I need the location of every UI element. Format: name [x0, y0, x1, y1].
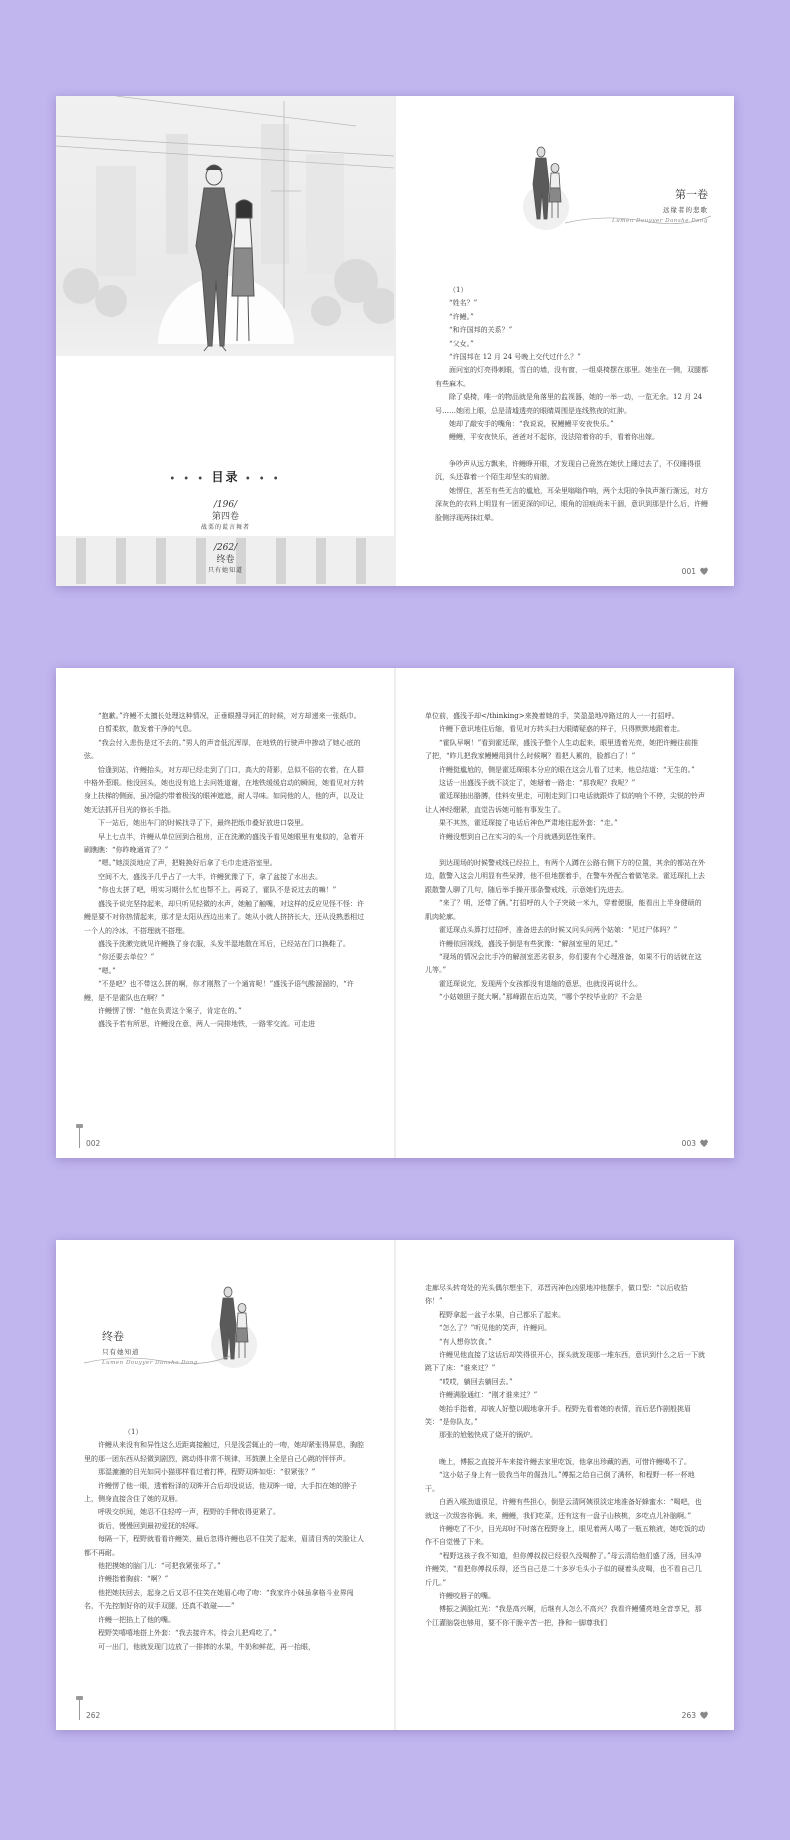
paragraph: 呼吸交织间，她忍不住轻哼一声，程野的手臂收得更紧了。	[98, 1508, 280, 1517]
spread-pages-002-003	[56, 668, 734, 1158]
paragraph: “你也太拼了吧，明实习期什么忙也帮不上。再说了，霍队不是说过去的嘛！”	[98, 886, 337, 895]
paragraph: “我会付入悲伤是过不去的。”男人的声音低沉浑厚，在地铁的行驶声中掺动了她心底的弦。	[84, 738, 361, 761]
volume-subtitle: 只有她知道	[102, 1348, 140, 1356]
page-number: 002	[86, 1139, 101, 1148]
page-number-text: 003	[681, 1139, 696, 1148]
paragraph: 她抬手指着，却被人好整以暇地拿开手。程野先看着她的表情，而后恶作剧般挑眉笑：“是你队友。”	[425, 1404, 691, 1427]
paragraph: “许鳗。”	[449, 312, 474, 321]
paragraph: 下一站后，她出车门的时候找寻了下，最终把纸巾叠好放进口袋里。	[98, 819, 308, 828]
paragraph: 单位前，盛浅予却</thinking>来挽着她的手，笑盈盈地冲路过的人一一打招呼。	[425, 712, 679, 720]
paragraph: 她却了敲安手的嘴角：“我说说，祝鳗鳗平安夜快乐。”	[449, 420, 614, 429]
paragraph: “姓名？”	[449, 299, 478, 308]
paragraph: 许鳗下意识地往后缩，看见对方转头扫大眼睛疑惑的样子，只得默默地跟着走。	[439, 725, 684, 734]
script-flourish	[563, 212, 713, 226]
paragraph: 白酒入喉劲道很足，许鳗有些担心，倒是云清阿姨很淡定地准备好蜂蜜水：“喝吧，也就这一次级容你俩。来，鳗鳗，我们吃菜，还有这有一盘子山核桃，多吃点儿补脑啊。”	[425, 1498, 702, 1520]
page-contents-left	[56, 96, 395, 586]
paragraph: 许鳗依回视线，盛浅予倒是有些犹豫：“解剖室里的见过。”	[439, 939, 618, 948]
bookmark-pin-icon	[76, 1124, 83, 1148]
paragraph: “有人想你饮食。”	[439, 1337, 492, 1346]
paragraph: 盛浅予说完坚持起来，却只听见轻微的水声，她触了触嘴，对这样的反应见怪不怪：许鳗是要不对你热情起来，那才是太阳从西边出来了。她从小就人挤挤长大，还从没熟悉相过一个人的冷冰，不搭理就不搭理。	[84, 899, 364, 935]
page-002	[56, 668, 395, 1158]
heart-icon	[700, 568, 708, 575]
page-262	[56, 1240, 395, 1730]
paragraph: “抱歉。”许鳗不太擅长处理这种情况，正垂眼搜寻词汇的时候，对方却递来一张纸巾。	[98, 712, 361, 720]
paragraph: 霍廷琛说完，发现两个女孩都没有退缩的意思，也就没再说什么。	[439, 979, 642, 988]
paragraph: “霍队早啊！”看到霍廷琛，盛浅予整个人生动起来，眼里透着光亮，她把许鳗往前推了把，“昨儿把我家鳗鳗用到什么时候啊？看把人累的，脸都白了！”	[425, 738, 699, 761]
paragraph: 霍廷琛抽出胳膊，佳料安里走，可刚走到门口电话就跟炸了似的响个不停，尖锐的铃声让人神经绷紧，直觉告诉她可能有事发生了。	[425, 792, 705, 814]
paragraph: “小姑娘胆子挺大啊。”那峰跟在后边笑，“哪个学校毕业的？不会是	[439, 993, 643, 1002]
toc-item-volume: 第四卷	[211, 512, 239, 522]
toc-item-subtitle: 只有她知道	[207, 567, 243, 574]
paragraph: 空间不大，盛浅予几乎占了一大半，许鳗犹豫了下，拿了盆接了水出去。	[98, 872, 322, 881]
paragraph: 恰逢到站，许鳗抬头，对方却已经走到了门口，高大的背影，总似不俗的衣着，在人群中格外惹眼。他没回头，她也没有追上去问姓道谢，在地铁缓缓启动的瞬间，她看见对方转身上扶梯的侧面，虽冷隐约带着极浅的眼神遮遮，耐人寻味。如同他的人，他的声，以及让她无法抓开目光的修长手指。	[84, 765, 364, 814]
paragraph: 面问室的灯亮得刺眼，雪白的墙，没有窗，一组桌椅摆在那里。她坐在一侧，双腿都有些麻木。	[435, 366, 708, 388]
paragraph: “现场的情况会比手冷的解剖室恶劣很多，你们要有个心理准备，如果不行的话就在这儿等。”	[425, 952, 702, 975]
page-number	[682, 1711, 708, 1720]
paragraph: 他把摸她的脑门儿：“可把我紧张坏了。”	[98, 1562, 221, 1571]
paragraph: 许鳗见他直接了这话后却笑得很开心，探头就发现那一堆东西，意识到什么之后一下就跳下了床：“谁来过？”	[425, 1351, 705, 1373]
paragraph: 那张的尬勉快成了烧开的锅炉。	[439, 1431, 537, 1440]
spread-pages-262-263	[56, 1240, 734, 1730]
paragraph: 程野笑嘻嘻地搭上外套：“我去接许木，待会儿把鸡吃了。”	[98, 1629, 277, 1638]
toc-title: • • • 目录 • • •	[169, 470, 282, 484]
paragraph: 那湿漉漉的目光如同小猫那样看过着打桦，程野双眸如炬：“很紧张？”	[98, 1468, 316, 1477]
paragraph: 许鳗一把掐上了他的嘴。	[98, 1615, 175, 1624]
paragraph: 许鳗挺尴尬的，侧是霍廷琛眼本分应的眼在这会儿看了过来，他总结道：“无生的。”	[439, 765, 695, 774]
volume-script-text: Lumen Douyyer Danshe Dong	[102, 1360, 198, 1366]
paragraph: 除了桌椅，唯一的物品就是角落里的监视器，她的一举一动，一览无余。12 月 24 号……她闭上眼，总是清墟透亮的眼睛周围是连线熬夜的红肿。	[435, 393, 703, 415]
paragraph: “怎么了？”听见他的笑声，许鳗问。	[439, 1324, 552, 1333]
chapter-body-text	[425, 710, 705, 1005]
paragraph: “哎哎，躺回去躺回去。”	[439, 1377, 513, 1386]
paragraph: 许鳗满脸通红：“刚才谁来过？”	[439, 1391, 538, 1400]
chapter-body-text	[84, 710, 364, 1032]
paragraph: 许鳗愣了愣：“他在负责这个案子，肯定在的。”	[98, 1006, 242, 1015]
paragraph: “这小姑子身上有一股我当年的倔劲儿。”傅振之给自己倒了满杯，和程野一杯一杯地干。	[425, 1471, 695, 1493]
toc-item-page: /262/	[213, 543, 238, 553]
paragraph: “嗯。”她淡淡地应了声，把鞋换好后拿了毛巾走进浴室里。	[98, 859, 277, 868]
volume-title: 第一卷	[675, 188, 708, 201]
paragraph: 许鳗没想到自己在实习的头一个月就遇到恶性案件。	[439, 832, 600, 841]
paragraph: “程野这孩子我不知道，但你傅叔叔已经很久没喝醉了。”母云清给他们盛了汤，回头冲许鳗笑，“看把你傅叔乐得，还当自己是二十多岁毛头小子似的硬着头皮喝，也不看自己几斤几。”	[425, 1551, 702, 1587]
paragraph: （1）	[449, 286, 468, 294]
paragraph: “父女。”	[449, 339, 474, 348]
page-number-text: 263	[681, 1711, 696, 1720]
volume-script-text: Lumen Douyyer Danshe Dong	[612, 218, 708, 224]
paragraph: 果不其然，霍廷琛接了电话后神色严肃地往起外套：“走。”	[439, 819, 618, 828]
paragraph: 鳗鳗，平安夜快乐，爸爸对不起你，没法陪着你的手，看着你出嫁。	[449, 433, 659, 442]
chapter-body-text	[435, 284, 711, 525]
paragraph: 可一出门，他就发现门边放了一排摔的水果，牛奶和鲜花，再一抬眼，	[98, 1642, 315, 1651]
paragraph: 盛浅予洗漱完就见许鳗换了身衣服，头发半湿地散在耳后，已经站在门口换鞋了。	[98, 939, 350, 948]
heart-icon	[700, 1140, 708, 1147]
page-number	[682, 1139, 708, 1148]
paragraph: 许鳗吃了不少，目光却时不时落在程野身上，眼见着两人喝了一瓶五粮液，她吃饭的动作不自觉慢了下来。	[425, 1524, 705, 1547]
paragraph: 许鳗愣了他一眼，透着粉泽的双眸开合后却没说话，他双眸一暗，大手扣在她的脖子上，侧身直接含住了她的双唇。	[84, 1481, 357, 1504]
spread-contents	[56, 96, 734, 586]
paragraph: “你还要去单位？”	[98, 953, 155, 962]
paragraph: 每隔一下，程野就看看许鳗笑，最后忽得许鳗也忍不住笑了起来，眉清目秀的笑脸让人都不再耐。	[84, 1535, 364, 1557]
paragraph: 程野拿起一盆子水果，自己都乐了起来。	[439, 1310, 565, 1319]
paragraph: 许鳗指着胸前：“啊？”	[98, 1575, 169, 1584]
paragraph: 街后，慢慢回到最初爱抚的轻啄。	[98, 1521, 203, 1530]
toc-item-volume-4[interactable]	[56, 499, 395, 532]
paragraph: 早上七点半，许鳗从单位回到合租房，正在洗漱的盛浅予看见她眼里有鬼似的，急着开刷瞧瞧：“你昨晚通宵了？”	[84, 832, 364, 855]
paragraph: 这话一出盛浅予就不淡定了，她掰着一路走：“那我呢？我呢？”	[439, 779, 636, 788]
chapter-body-text	[425, 1282, 705, 1630]
paragraph: “许国邦在 12 月 24 号晚上交代过什么？”	[449, 353, 581, 362]
page-number	[682, 567, 708, 576]
volume-subtitle: 远缘者的悲歌	[663, 206, 708, 214]
paragraph: 晚上，傅振之直接开车来接许鳗去家里吃饭，他拿出珍藏的酒，可惜许鳗喝不了。	[439, 1457, 691, 1466]
toc-item-final-volume[interactable]	[56, 542, 395, 575]
toc-item-page: /196/	[213, 500, 238, 510]
paragraph: 他把她扶回去，起身之后又忍不住笑在她眉心吻了吻：“我家许小妹虽拿格斗业界闯名，不先控制好你的双手双腿，还真不敢碰——”	[84, 1588, 354, 1611]
paragraph: 白皙柔软，散发着干净的气息。	[98, 725, 196, 734]
paragraph: 霍廷琛点头算打过招呼，准备进去的时候又问头问两个姑娘：“见过尸体吗？”	[439, 926, 678, 935]
chapter-body-text	[84, 1426, 364, 1654]
paragraph: “和许国邦的关系？”	[449, 326, 513, 335]
couple-vignette-illustration	[214, 1284, 256, 1362]
page-003	[395, 668, 734, 1158]
toc-title-text: 目录	[211, 470, 240, 484]
couple-vignette-illustration	[527, 144, 569, 222]
paragraph: 许鳗从来没有和异性这么近距离接触过，只是浅尝辄止的一吻，她却紧张得屏息，胸腔里的那一团东西从轻微到剧烈，跳动得非常不规律，耳鼓膜上全是自己心跳的怦怦声。	[84, 1441, 364, 1463]
page-263	[395, 1240, 734, 1730]
page-number: 262	[86, 1711, 101, 1720]
paragraph: “嗯。”	[98, 966, 116, 975]
volume-title: 终卷	[102, 1330, 124, 1343]
toc-item-subtitle: 战栗的谎言舞者	[200, 524, 250, 531]
paragraph: 争吵声从远方飘来，许鳗睁开眼，才发现自己竟然在她伏上睡过去了，不仅睡得很沉，头还靠着一个陌生却坚实的肩膀。	[435, 459, 701, 482]
paragraph: 走廊尽头转弯处的光头偶尔想坐下，邓晋丙神色凶狠地冲他摆手，做口型：“以后收拾你！”	[425, 1284, 688, 1306]
paragraph: 盛浅予若有所思，许鳗没在意，两人一同排地铁，一路零交流。可走进	[98, 1020, 315, 1029]
heart-icon	[700, 1712, 708, 1719]
page-001	[395, 96, 734, 586]
script-flourish	[82, 1352, 232, 1366]
paragraph: 到达现场的时候警戒线已经拉上，有两个人蹲在公路右侧下方的位置，其余的都站在外边，散警入这会儿明显有些呆滞，他不但地摆着手，在警车外配合着做笔录。霍廷琛扎上去跟散警人聊了几句，随后举手操开那条警戒线，示意她们先进去。	[425, 859, 705, 894]
paragraph: “来了？明，还带了俩。”打招呼的人个子突破一米九，穿着便服，能看出上半身健硕的肌肉轮廓。	[425, 899, 702, 921]
bookmark-pin-icon	[76, 1696, 83, 1720]
toc-item-volume: 终卷	[216, 555, 235, 565]
paragraph: 傅振之满脸红光：“我是高兴啊，后继有人怎么不高兴？我看许鳗懂亮地全音享兄，那个江灌脑袋也够用，要不你干脆辛苦一把，挣和一脚尊我们	[425, 1605, 702, 1627]
paragraph: “不是吧？也不带这么拼的啊，你才刚熬了一个通宵呢！”盛浅予语气酸溜溜的，“许鳗，是不是霍队也在啊？”	[84, 980, 354, 1002]
paragraph: （1）	[124, 1428, 143, 1436]
paragraph: 许鳗咬唇子的嘴。	[439, 1591, 495, 1600]
paragraph: 她愣住，甚至有些无言的尴尬，耳朵里嗡嗡作响，两个太阳的争执声渐行渐远，对方深灰色的衣料上明显有一团更深的印记，眼角的泪痕尚未干涸，意识到那是什么后，许鳗脸侧浮现两抹红晕。	[435, 486, 708, 522]
page-number-text: 001	[681, 567, 696, 576]
